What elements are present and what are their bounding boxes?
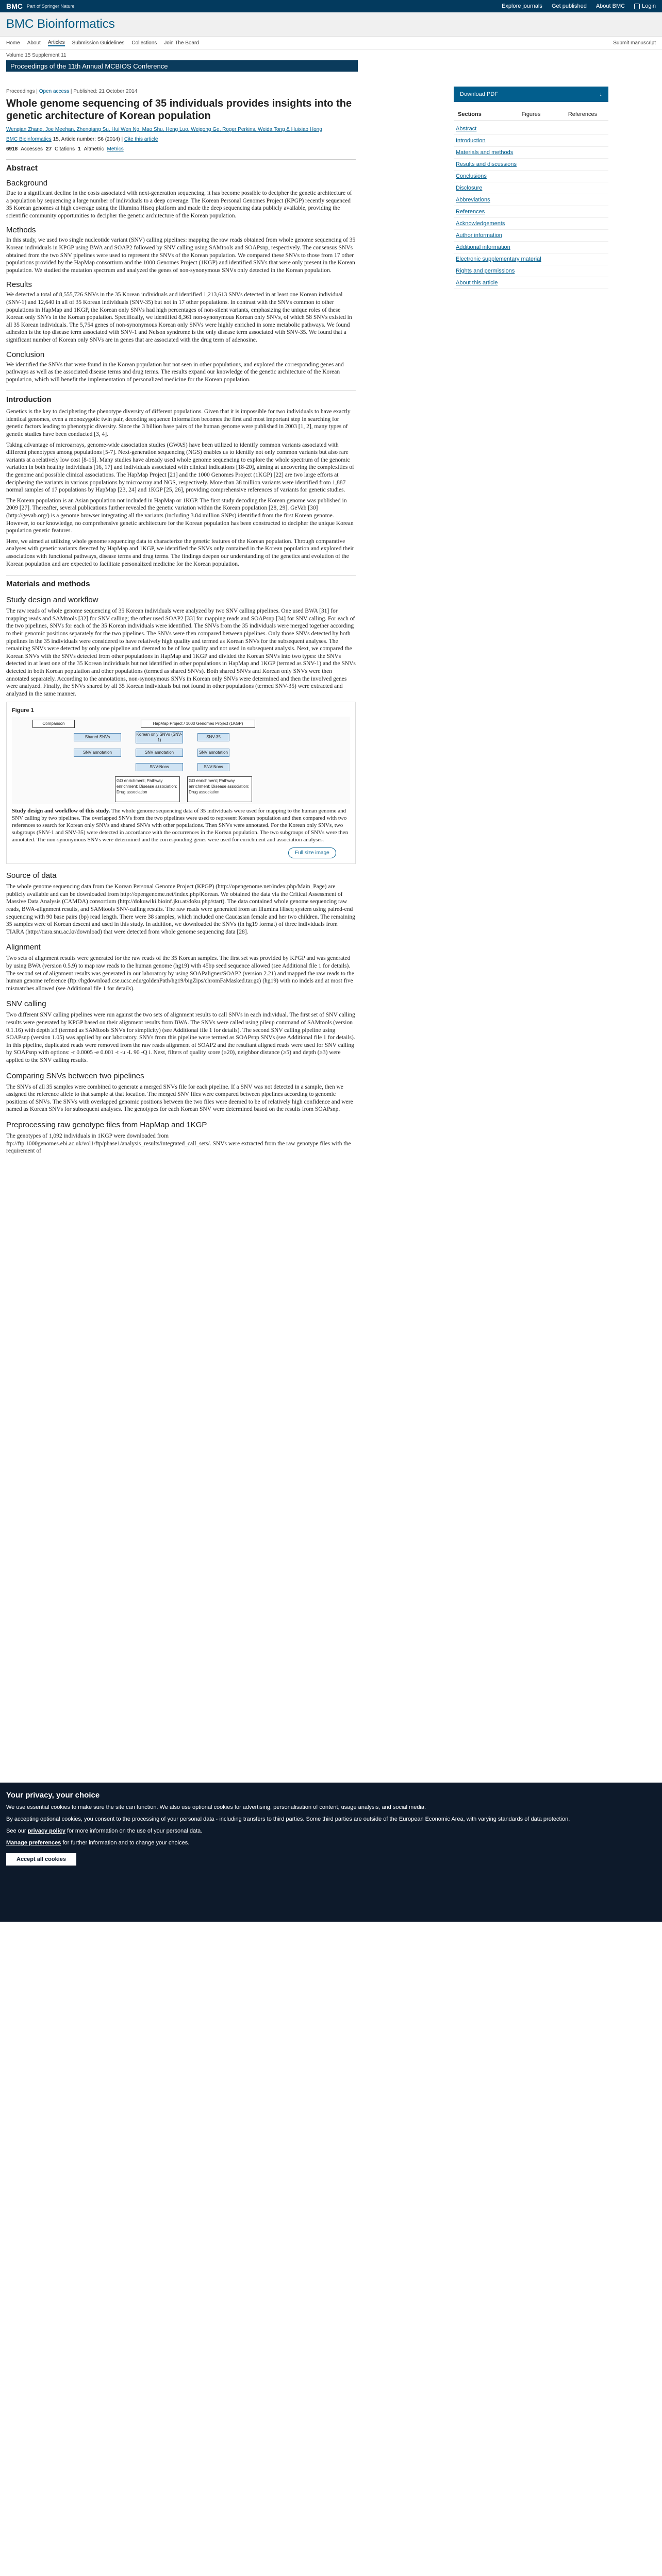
volume-label[interactable]: Volume 15 Supplement 11 [6, 53, 67, 58]
abstract-section [6, 159, 356, 383]
article-meta: Proceedings | Open access | Published: 21 October 2014 [6, 89, 138, 94]
figure-1 [6, 702, 356, 864]
privacy-policy-link[interactable]: privacy policy [27, 1828, 65, 1834]
source-text: The whole genome sequencing data from the Korean Personal Genome Project (KPGP) (http://opengenome.net/index.php/Main_Page) are publicly available and can be downloaded from http://opengenome.net/index.php/Korean. We obtained the data via the Critical Assessment of Massive Data Analysis (CAMDA) consortium (http://dokuwiki.bioinf.jku.at/doku.php/start). The data contained whole genome sequencing raw reads, BWA-alignment results, and SAMtools SNV-calling results. The raw reads were generated from an Illumina Hiseq system using paired-end sequencing with 90 base pairs (bp) read length. There were 38 samples, which included one Caucasian female and her two children. The remaining 35 samples were of Korean descent and used in this study. In addition, we downloaded the SNVs (in hg19 format) of three individuals from TIARA (http://tiara.snu.ac.kr/download) that were detected from whole genome sequencing data [28]. [6, 884, 355, 935]
author-list[interactable]: Wenqian Zhang, Joe Meehan, Zhenqiang Su, Hui Wen Ng, Mao Shu, Heng Luo, Weigong Ge, Roger Perkins, Weida Tong & Huixiao Hong [6, 127, 322, 132]
section-link[interactable]: Author information [454, 230, 608, 242]
diagram-nonsyn-2: SNV-Nons [197, 763, 229, 771]
section-link[interactable]: Conclusions [454, 171, 608, 182]
article-title: Whole genome sequencing of 35 individuals provides insights into the genetic architecture of Korean population [6, 98, 352, 122]
full-size-image-button[interactable]: Full size image [288, 848, 336, 858]
cookie-banner [0, 1783, 662, 1922]
section-link[interactable]: Results and discussions [454, 159, 608, 171]
diagram-comparison: Comparison [32, 720, 75, 728]
diagram-hapmap: HapMap Project / 1000 Genomes Project (1KGP) [141, 720, 255, 728]
tab-references[interactable]: References [568, 111, 598, 117]
article-main [6, 89, 356, 1158]
conclusion-text: We identified the SNVs that were found in the Korean population but not seen in other populations, and explored the corresponding genes and pathways as well as the associated disease terms and drug terms. The results expand our knowledge of the genetic architecture of the Korean population, which will benefit the implementation of personalized medicine for the Korean population. [6, 361, 344, 383]
methods-text: In this study, we used two single nucleotide variant (SNV) calling pipelines: mapping the raw reads obtained from whole genome sequencing of 35 Korean individuals in KPGP using BWA and SOAP2 followed by SNV calling using SAMtools and SOAPsnp, respectively. The consensus SNVs obtained from the two SNV pipelines were used to represent the SNVs of the Korean population. We compared these SNVs to those from 17 other populations provided by the HapMap consortium and the 1000 Genomes Project (1KGP) and identified SNVs that were only present in the Korean population. We studied the mutation spectrum and analyzed the genes of non-synonymous SNVs only detected in the Korean population. [6, 237, 356, 274]
article-sidebar [454, 87, 608, 289]
proceedings-banner[interactable]: Proceedings of the 11th Annual MCBIOS Conference [6, 60, 358, 72]
section-link[interactable]: Introduction [454, 135, 608, 147]
explore-journals-link[interactable]: Explore journals [502, 3, 542, 9]
study-design-text: The raw reads of whole genome sequencing of 35 Korean individuals were analyzed by two SNV calling pipelines. One used BWA [31] for mapping reads and SAMtools [32] for SNV calling; the other used SOAP2 [33] for mapping reads and SOAPsnp [34] for SNV calling. For each of the two pipelines, SNVs for each of the 35 Korean individuals were identified. The SNVs from the 35 individuals were merged together according to their genomic positions separately for the two pipelines. The SNVs were then compared between pipelines. Only those SNVs detected by both pipelines in the 35 individuals were considered to have relatively high quality and termed as Korean SNVs for the subsequent analyses. The remaining SNVs were detected by only one pipeline and deemed to be of low quality and not used in subsequent analysis. Next, we compared the Korean SNVs with the SNVs detected from other populations in HapMap and 1KGP and divided the Korean SNVs into two types: the SNVs detected in at least one of the 35 Korean individuals but not identified in other populations in HapMap and 1KGP (termed as SNV-1) and the SNVs detected in both Korean population and other populations (termed as shared SNVs). Both shared SNVs and Korean only SNVs were then annotated separately. According to the annotations, non-synonymous SNVs in Korean only SNVs were determined and then the involved genes were analyzed. Finally, the SNVs shared by all 35 Korean individuals but not found in other populations (termed SNV-35) were extracted and analyzed in the same manner. [6, 608, 356, 697]
cookie-title: Your privacy, your choice [6, 1791, 100, 1800]
study-design-heading: Study design and workflow [6, 596, 98, 605]
results-text: We detected a total of 8,555,726 SNVs in the 35 Korean individuals and identified 1,213,613 SNVs detected in at least one Korean individual (SNV-1) and 12,640 in all of 35 Korean individuals (SNV-35) but not in 17 other populations. In contrast with the SNVs common to other populations in HapMap and 1KGP, the Korean only SNVs had high percentages of non-silent variants, emphasizing the unique roles of these Korean only SNVs in the Korean population. Specifically, we identified 8,361 non-synonymous Korean only SNVs, of which 58 SNVs existed in all 35 Korean individuals. The 5,754 genes of non-synonymous Korean only SNVs were highly enriched in some metabolic pathways. We found adhesion is the top disease term associated with SNV-1 and Nelson syndrome is the only disease term associated with SNV-35. We found that a significant number of Korean only SNVs are in genes that are associated with the drug term of adenosine. [6, 292, 352, 343]
snv-calling-heading: SNV calling [6, 999, 46, 1009]
preprocessing-heading: Preprocessing raw genotype files from HapMap and 1KGP [6, 1120, 207, 1129]
figure-title: Figure 1 [12, 707, 34, 714]
diagram-go-1: GO enrichment; Pathway enrichment; Disease association; Drug association [115, 776, 180, 802]
bmc-logo[interactable]: BMC [6, 2, 23, 10]
article-metrics: 6918 Accesses 27 Citations 1 Altmetric Metrics [6, 146, 124, 152]
nav-articles[interactable]: Articles [47, 39, 65, 45]
about-bmc-link[interactable]: About BMC [595, 3, 625, 9]
diagram-annotation-2: SNV annotation [136, 749, 183, 757]
section-link[interactable]: Disclosure [454, 182, 608, 194]
manage-preferences-link[interactable]: Manage preferences [6, 1840, 61, 1846]
section-link[interactable]: Additional information [454, 242, 608, 253]
nav-home[interactable]: Home [6, 40, 20, 46]
cookie-text: Manage preferences for further information and to change your choices. [6, 1840, 190, 1846]
cookie-text: We use essential cookies to make sure the site can function. We also use optional cookies for advertising, personalisation of content, usage analysis, and social media. [6, 1804, 426, 1810]
journal-nav [0, 37, 662, 49]
section-link[interactable]: References [454, 206, 608, 218]
methods-heading: Methods [6, 226, 36, 235]
cookie-text: By accepting optional cookies, you consent to the processing of your personal data - including transfers to third parties. Some third parties are outside of the European Economic Area, with varying standards of data protection. [6, 1816, 570, 1822]
top-links [502, 3, 656, 9]
section-link[interactable]: Abbreviations [454, 194, 608, 206]
background-heading: Background [6, 179, 48, 188]
journal-name[interactable]: BMC Bioinformatics [6, 17, 115, 31]
diagram-annotation-3: SNV annotation [197, 749, 229, 757]
top-bar [0, 0, 662, 12]
section-link[interactable]: Materials and methods [454, 147, 608, 159]
results-heading: Results [6, 280, 32, 290]
workflow-diagram[interactable] [12, 717, 350, 804]
citation-line: BMC Bioinformatics 15, Article number: S6 (2014) | Cite this article [6, 137, 158, 142]
intro-paragraph: Taking advantage of microarrays, genome-wide association studies (GWAS) have been utilized to identify common variants associated with different phenotypes among populations [5-7]. Next-generation sequencing (NGS) enables us to identify not only common variants but also rare variants at a relatively low cost [8-15]. Many studies have already used whole genome sequencing to explore the whole spectrum of the genomic variation in both healthy individuals [16, 17] and individuals associated with clinical indications [18-20], aiming at uncovering the complexities of the genome and possible clinical associations. The HapMap Project [21] and the 1000 Genomes Project (1KGP) [22] are two large efforts at deciphering the variants in various populations by microarray and NGS, respectively. More than 38 million variants were identified from 1,887 normal samples of 17 populations by HapMap [23, 24] and 1KGP [25, 26], providing comprehensive references of variants for genetic studies. [6, 442, 354, 494]
comparing-heading: Comparing SNVs between two pipelines [6, 1071, 144, 1080]
snv-calling-text: Two different SNV calling pipelines were run against the two sets of alignment results to call SNVs in each individual. The first set of SNV calling results were generated by KPGP based on their alignment results from BWA. The SNVs were called using pileup command of SAMtools (version 0.1.16) with depth ≥3 (termed as SAMtools SNVs for simplicity) (see Additional file 1 for details). The second SNV calling pipeline using SOAPsnp (version 1.05) was applied by our laboratory. SNVs from this pipeline were termed as SOAPsnp SNVs (see Additional file 1 for details). In this pipeline, duplicated reads were removed from the raw reads alignment of SOAP2 and the resultant aligned reads were used for SNV calling by SOAPsnp with options: -r 0.0005 -e 0.001 -t -u -L 90 -Q i. Next, filters of quality score (≥20), neighbor distance (≥5) and depth (≥3) were applied to the SNV calling results. [6, 1012, 355, 1063]
journal-header [0, 12, 662, 37]
nav-join-board[interactable]: Join The Board [164, 40, 199, 46]
intro-paragraph: The Korean population is an Asian population not included in HapMap or 1KGP. The first study decoding the Korean genome was published in 2009 [27]. Thereafter, several publications further revealed the genetic variation within the Korean population [28, 29]. GeVab [30] (http://gevab.org/) is a genome browser integrating all the variants (including 3.84 million SNPs) identified from the first Korean genome. However, to our knowledge, no comprehensive genetic architecture for the Korean population has been constructed to decipher the unique Korean population genetic features. [6, 497, 354, 534]
download-icon: ↓ [599, 91, 602, 97]
tab-figures[interactable]: Figures [521, 111, 541, 117]
intro-paragraph: Here, we aimed at utilizing whole genome sequencing data to characterize the genetic features of the Korean population. Through comparative analyses with genetic variants detected by HapMap and 1KGP, we identified the SNVs only contained in the Korean population and explored their associations with functional pathways, disease terms and drug terms. The findings deepen our understanding of the genetics and evolution of the Korean population and are expected to facilitate personalized medicine for the Korean population. [6, 538, 354, 567]
alignment-heading: Alignment [6, 943, 41, 952]
tab-sections[interactable]: Sections [458, 111, 482, 117]
comparing-text: The SNVs of all 35 samples were combined to generate a merged SNVs file for each pipeline. If a SNV was not detected in a sample, then we assigned the reference allele to that sample at that location. The merged SNV files were compared between pipelines according to genomic positions of SNVs. The SNVs with overlapped genomic positions between the two files were deemed to be of relatively high confidence and were named as Korean SNVs for subsequent analyses. The genotypes for each Korean SNV were determined based on the results from SOAPsnp. [6, 1083, 353, 1113]
preprocessing-text: The genotypes of 1,092 individuals in 1KGP were downloaded from ftp://ftp.1000genomes.ebi.ac.uk/vol1/ftp/phase1/analysis_results/integrated_call_sets/. SNVs were extracted from the raw genotype files with the requirement of [6, 1132, 351, 1155]
source-heading: Source of data [6, 871, 57, 880]
diagram-nonsyn: SNV-Nons [136, 763, 183, 771]
cite-this-article-link[interactable]: Cite this article [124, 137, 158, 142]
section-link[interactable]: Rights and permissions [454, 265, 608, 277]
metrics-link[interactable]: Metrics [107, 146, 124, 152]
diagram-go-2: GO enrichment; Pathway enrichment; Disease association; Drug association [187, 776, 252, 802]
diagram-shared: Shared SNVs [74, 733, 121, 741]
intro-paragraph: Genetics is the key to deciphering the phenotype diversity of different populations. Given that it is impossible for two individuals to have exactly identical genomes, even a monozygotic twin pair, decoding sequence information becomes the first and most important step in searching for genetic factors leading to phenotypic diversity. Since the 3 billion base pairs of the human genome were published in 2003 [1, 2], many types of genetic studies have been conducted [3, 4]. [6, 409, 351, 438]
diagram-snv35: SNV-35 [197, 733, 229, 741]
methods-section-heading: Materials and methods [6, 575, 356, 588]
diagram-korean-only: Korean only SNVs (SNV-1) [136, 732, 183, 743]
cookie-text: See our privacy policy for more information on the use of your personal data. [6, 1828, 203, 1834]
accept-cookies-button[interactable]: Accept all cookies [6, 1853, 76, 1866]
section-link[interactable]: About this article [454, 277, 608, 289]
abstract-heading: Abstract [6, 164, 38, 173]
springer-tagline[interactable]: Part of Springer Nature [26, 4, 75, 9]
user-icon [634, 4, 640, 9]
open-access-badge[interactable]: Open access [39, 89, 70, 94]
login-link[interactable]: Login [634, 3, 656, 9]
conclusion-heading: Conclusion [6, 350, 45, 359]
nav-collections[interactable]: Collections [131, 40, 157, 46]
get-published-link[interactable]: Get published [551, 3, 587, 9]
introduction-heading: Introduction [6, 391, 356, 404]
section-list [454, 123, 608, 289]
sidebar-tabs [454, 108, 608, 121]
figure-caption: Study design and workflow of this study. The whole genome sequencing data of 35 individuals were used for mapping to the human genome and SNV calling by two pipelines. The overlapped SNVs from the two pipelines were used to represent Korean population and then compared with two references to search for Korean only SNVs and shared SNVs with other populations. Then SNVs were annotated. For the Korean only SNVs, two subgroups (SNV-1 and SNV-35) were detected in accordance with the occurrences in the Korean population. The two subgroups of SNVs were then annotated. The non-synonymous SNVs were determined and the corresponding genes were used for enrichment and association analyses. [12, 808, 349, 843]
nav-about[interactable]: About [27, 40, 41, 46]
diagram-annotation: SNV annotation [74, 749, 121, 757]
download-pdf-button[interactable]: Download PDF ↓ [454, 87, 608, 102]
section-link[interactable]: Acknowledgements [454, 218, 608, 230]
submit-manuscript-link[interactable]: Submit manuscript [613, 40, 656, 46]
alignment-text: Two sets of alignment results were generated for the raw reads of the 35 Korean samples. The first set was provided by KPGP and was generated by using BWA (version 0.5.9) to map raw reads to the human genome (hg19) with 45bp seed sequence allowed (see Additional file 1 for details). The second set of alignment results was generated in our laboratory by using SOAPaligner/SOAP2 (version 2.21) and mapped the raw reads to the human genome reference (ftp://hgdownload.cse.ucsc.edu/goldenPath/hg19/bigZips/chromFaMasked.tar.gz) (hg19) with no indels and at most five mismatches allowed (see Additional file 1 for details). [6, 955, 354, 992]
nav-submission[interactable]: Submission Guidelines [72, 40, 125, 46]
section-link[interactable]: Abstract [454, 123, 608, 135]
section-link[interactable]: Electronic supplementary material [454, 253, 608, 265]
journal-cite-link[interactable]: BMC Bioinformatics [6, 137, 52, 142]
background-text: Due to a significant decline in the costs associated with next-generation sequencing, it has become possible to decipher the genetic architecture of a population by sequencing a large number of individuals to a deep coverage. The Korean Personal Genomes Project (KPGP) recently sequenced 35 Korean genomes at high coverage using the Illumina Hiseq platform and made the deep sequencing data publicly available, providing the scientific community opportunities to decipher the genetic architecture of the Korean population. [6, 190, 352, 219]
